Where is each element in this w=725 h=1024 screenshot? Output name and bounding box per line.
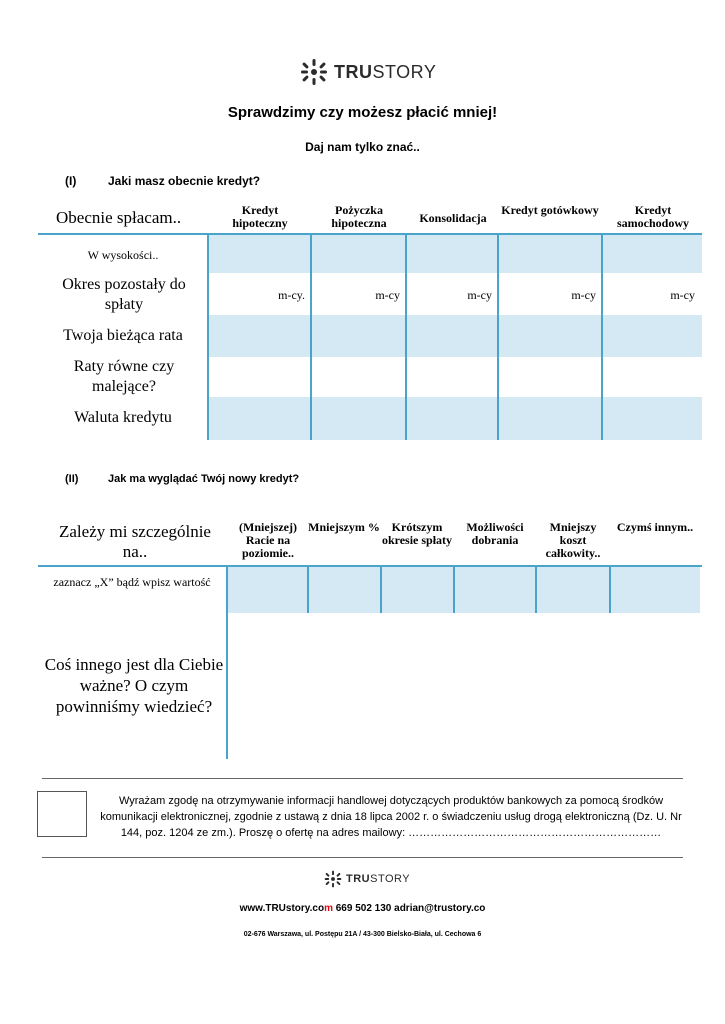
current-loan-table [38, 196, 702, 440]
input-row-waluta[interactable] [209, 397, 702, 440]
input-cell-mniejszym-procent[interactable] [309, 567, 380, 613]
phone-email[interactable]: 669 502 130 adrian@trustory.co [332, 903, 486, 914]
section1-number: (I) [65, 174, 77, 188]
row-label-cos-innego: Coś innego jest dla Ciebie ważne? O czym powinniśmy wiedzieć? [44, 655, 224, 716]
section2-number: (II) [65, 473, 79, 485]
website-link[interactable]: www.TRUstory.com [239, 903, 333, 914]
input-cell-kwota-konsolidacja[interactable] [407, 235, 497, 273]
footer-logo [324, 870, 410, 888]
trustory-logo-icon [300, 58, 328, 86]
input-row-rata[interactable] [209, 315, 702, 357]
column-header-mozliwosci-dobrania: Możliwości dobrania [466, 520, 524, 547]
column-header-kredyt-gotowkowy: Kredyt gotówkowy [501, 203, 599, 217]
column-header-kredyt-hipoteczny: Kredyt hipoteczny [232, 203, 288, 230]
column-header-pozyczka-hipoteczna: Pożyczka hipoteczna [331, 203, 387, 230]
section1-question: Jaki masz obecnie kredyt? [108, 174, 261, 188]
column-header-racie: (Mniejszej) Racie na poziomie.. [239, 520, 297, 560]
row-label-rata: Twoja bieżąca rata [63, 327, 183, 344]
months-unit[interactable]: m-cy [375, 288, 400, 302]
months-unit[interactable]: m-cy. [278, 288, 305, 302]
input-cell-kwota-samochodowy[interactable] [603, 235, 702, 273]
section2-question: Jak ma wyglądać Twój nowy kredyt? [108, 473, 300, 485]
footer-contact [0, 903, 725, 914]
column-header-mniejszym-procent: Mniejszym % [308, 520, 380, 534]
new-loan-table [38, 518, 702, 760]
input-cell-kwota-hipoteczny[interactable] [209, 235, 310, 273]
trustory-logo-icon [324, 870, 342, 888]
brand-wordmark: TRUSTORY [346, 873, 411, 885]
row-label-waluta: Waluta kredytu [74, 409, 172, 426]
row-label-raty-rodzaj: Raty równe czy malejące? [73, 358, 175, 395]
other-notes-area[interactable] [228, 613, 702, 759]
brand-logo [300, 58, 436, 86]
consent-checkbox[interactable] [37, 791, 87, 837]
section1-corner-label: Obecnie spłacam.. [56, 208, 182, 227]
input-cell-kwota-pozyczka[interactable] [312, 235, 405, 273]
months-unit[interactable]: m-cy [571, 288, 596, 302]
row-label-zaznacz: zaznacz „X” bądź wpisz wartość [53, 575, 211, 589]
row-label-kwota: W wysokości.. [87, 248, 159, 262]
months-unit[interactable]: m-cy [467, 288, 492, 302]
input-cell-mozliwosci-dobrania[interactable] [455, 567, 535, 613]
footer-address: 02-676 Warszawa, ul. Postępu 21A / 43-300 Bielsko-Biała, ul. Cechowa 6 [243, 931, 482, 938]
column-header-mniejszy-koszt: Mniejszy koszt całkowity.. [545, 520, 601, 560]
column-header-konsolidacja: Konsolidacja [419, 211, 487, 225]
input-cell-krotszym-okresie[interactable] [382, 567, 453, 613]
column-header-krotszym-okresie: Krótszym okresie spłaty [381, 520, 453, 547]
months-unit[interactable]: m-cy [670, 288, 695, 302]
row-label-okres: Okres pozostały do spłaty [62, 276, 186, 313]
consent-text: Wyrażam zgodę na otrzymywanie informacji handlowej dotyczących produktów bankowych za pomocą środków komunikacji elektronicznej, zgodnie z ustawą z dnia 18 lipca 2002 r. o świadczeniu usług drogą elektroniczną (Dz. U. Nr 144, poz. 1204 ze zm.). Proszę o ofertę na adres mailowy: …………………………………………………………… [100, 795, 682, 839]
column-header-kredyt-samochodowy: Kredyt samochodowy [616, 203, 689, 230]
page-subtitle: Daj nam tylko znać.. [305, 140, 420, 154]
brand-wordmark: TRUSTORY [334, 61, 437, 82]
page-title: Sprawdzimy czy możesz płacić mniej! [227, 104, 498, 121]
input-cell-kwota-gotowkowy[interactable] [499, 235, 601, 273]
section2-corner-label: Zależy mi szczególnie na.. [59, 522, 211, 561]
input-cell-mniejszy-koszt[interactable] [537, 567, 609, 613]
column-header-czyms-innym: Czymś innym.. [616, 520, 694, 534]
input-row-raty-rodzaj[interactable] [209, 357, 702, 397]
input-cell-racie[interactable] [228, 567, 307, 613]
divider [42, 778, 683, 779]
divider [42, 857, 683, 858]
input-cell-czyms-innym[interactable] [611, 567, 700, 613]
